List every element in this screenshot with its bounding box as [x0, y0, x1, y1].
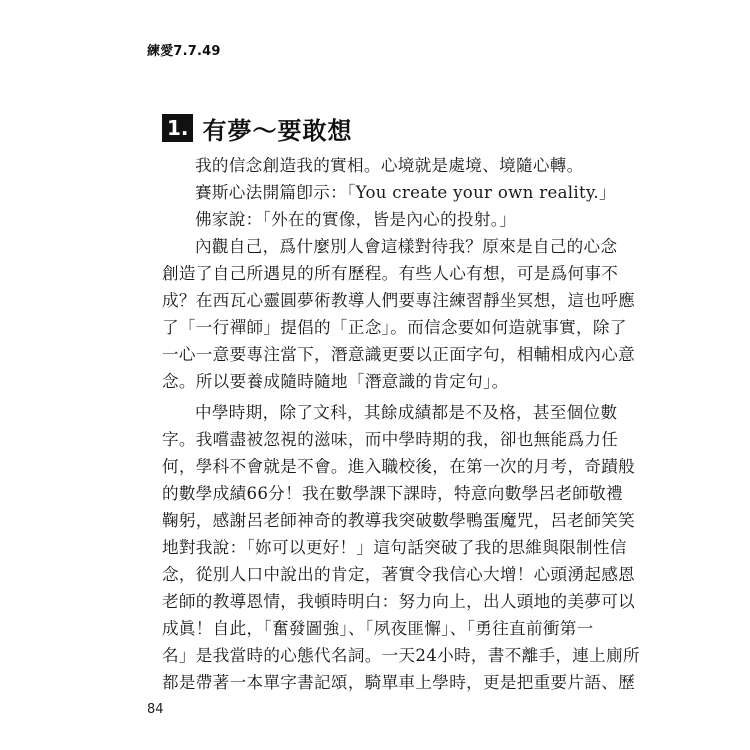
paragraph-line: 創造了自己所遇見的所有歷程。有些人心有想，可是爲何事不 — [162, 264, 619, 283]
paragraph-line: 成眞！自此，「奮發圖強」、「夙夜匪懈」、「勇往直前衝第一 — [162, 619, 594, 638]
chapter-title: 有夢～要敢想 — [202, 116, 353, 145]
paragraph-line: 中學時期，除了文科，其餘成績都是不及格，甚至個位數 — [195, 403, 618, 422]
paragraph-line: 鞠躬，感謝呂老師神奇的教導我突破數學鴨蛋魔咒，呂老師笑笑 — [162, 511, 636, 530]
paragraph-line: 何，學科不會就是不會。進入職校後，在第一次的月考，奇蹟般 — [162, 457, 636, 476]
paragraph-line: 成？在西瓦心靈圓夢術教導人們要專注練習靜坐冥想，這也呼應 — [162, 291, 636, 310]
paragraph-line: 了「一行禪師」提倡的「正念」。而信念要如何造就事實，除了 — [162, 318, 627, 337]
body-text — [162, 152, 640, 696]
paragraph-line: 一心一意要專注當下，潛意識更要以正面字句，相輔相成內心意 — [162, 345, 636, 364]
paragraph-line: 老師的教導恩情，我頓時明白：努力向上，出人頭地的美夢可以 — [162, 592, 636, 611]
paragraph-line: 都是帶著一本單字書記頌，騎單車上學時，更是把重要片語、歷 — [162, 673, 636, 692]
page-number: 84 — [147, 702, 164, 717]
paragraph-line: 名」是我當時的心態代名詞。一天24小時，書不離手，連上廁所 — [162, 646, 640, 665]
paragraph-line: 字。我嚐盡被忽視的滋味，而中學時期的我，卻也無能爲力任 — [162, 430, 619, 449]
paragraph-line: 念。所以要養成隨時隨地「潛意識的肯定句」。 — [162, 372, 509, 391]
running-head: 練愛7.7.49 — [147, 44, 221, 59]
paragraph-line: 我的信念創造我的實相。心境就是處境、境隨心轉。 — [195, 156, 584, 175]
paragraph-line: 的數學成績66分！我在數學課下課時，特意向數學呂老師敬禮 — [162, 484, 623, 503]
paragraph-line: 賽斯心法開篇卽示：「You create your own reality.」 — [195, 183, 616, 202]
chapter-number: 1. — [162, 114, 193, 142]
paragraph-line: 念，從別人口中說出的肯定，著實令我信心大增！心頭湧起感恩 — [162, 565, 636, 584]
paragraph-line: 內觀自己，爲什麼別人會這樣對待我？原來是自己的心念 — [195, 237, 618, 256]
chapter-heading — [162, 113, 353, 143]
paragraph-line: 佛家說：「外在的實像，皆是內心的投射。」 — [195, 210, 517, 229]
paragraph-line: 地對我說：「妳可以更好！」這句話突破了我的思維與限制性信 — [162, 538, 627, 557]
